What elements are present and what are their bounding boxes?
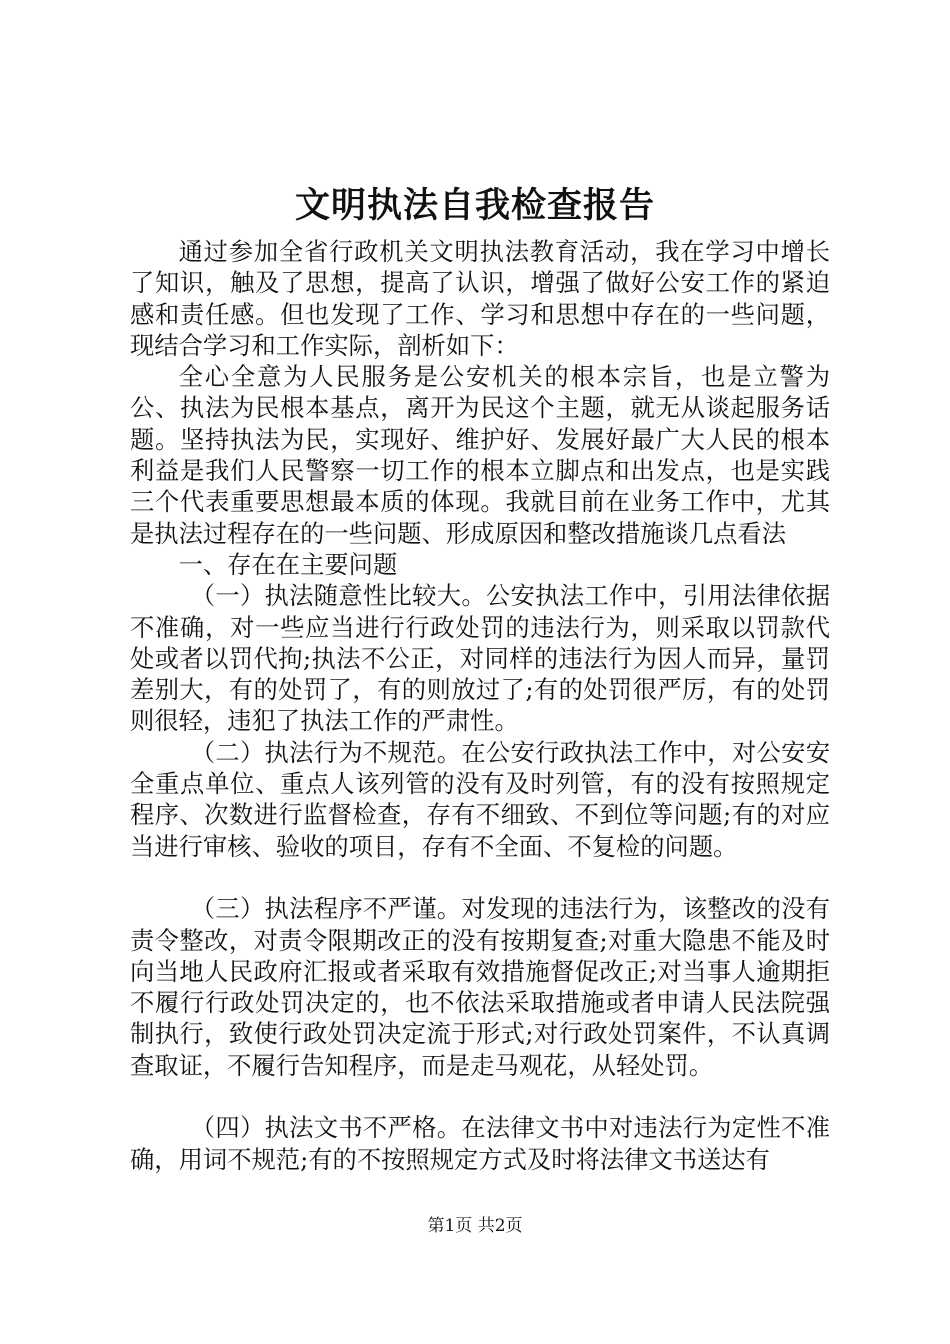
paragraph-problem-2: （二）执法行为不规范。在公安行政执法工作中，对公安安全重点单位、重点人该列管的没有及时列管，有的没有按照规定程序、次数进行监督检查，存有不细致、不到位等问题;有的对应当进行审核、验收的项目，存有不全面、不复检的问题。 bbox=[130, 737, 830, 861]
document-body bbox=[130, 236, 830, 1175]
paragraph-intro: 通过参加全省行政机关文明执法教育活动，我在学习中增长了知识，触及了思想，提高了认识，增强了做好公安工作的紧迫感和责任感。但也发现了工作、学习和思想中存在的一些问题，现结合学习和工作实际，剖析如下： bbox=[130, 237, 830, 360]
section-heading-problems: 一、存在在主要问题 bbox=[178, 549, 398, 579]
paragraph-problem-3: （三）执法程序不严谨。对发现的违法行为，该整改的没有责令整改，对责令限期改正的没有按期复查;对重大隐患不能及时向当地人民政府汇报或者采取有效措施督促改正;对当事人逾期拒不履行行政处罚决定的，也不依法采取措施或者申请人民法院强制执行，致使行政处罚决定流于形式;对行政处罚案件，不认真调查取证，不履行告知程序，而是走马观花，从轻处罚。 bbox=[130, 894, 830, 1080]
document-title: 文明执法自我检查报告 bbox=[294, 185, 655, 226]
paragraph-problem-1: （一）执法随意性比较大。公安执法工作中，引用法律依据不准确，对一些应当进行行政处罚的违法行为，则采取以罚款代处或者以罚代拘;执法不公正，对同样的违法行为因人而异，量罚差别大，有的处罚了，有的则放过了;有的处罚很严厉，有的处罚则很轻，违犯了执法工作的严肃性。 bbox=[130, 581, 830, 736]
paragraph-purpose: 全心全意为人民服务是公安机关的根本宗旨，也是立警为公、执法为民根本基点，离开为民这个主题，就无从谈起服务话题。坚持执法为民，实现好、维护好、发展好最广大人民的根本利益是我们人民警察一切工作的根本立脚点和出发点，也是实践三个代表重要思想最本质的体现。我就目前在业务工作中，尤其是执法过程存在的一些问题、形成原因和整改措施谈几点看法 bbox=[130, 362, 830, 548]
page-footer: 第1页 共2页 bbox=[427, 1216, 523, 1236]
paragraph-problem-4: （四）执法文书不严格。在法律文书中对违法行为定性不准确，用词不规范;有的不按照规定方式及时将法律文书送达有 bbox=[130, 1113, 830, 1174]
